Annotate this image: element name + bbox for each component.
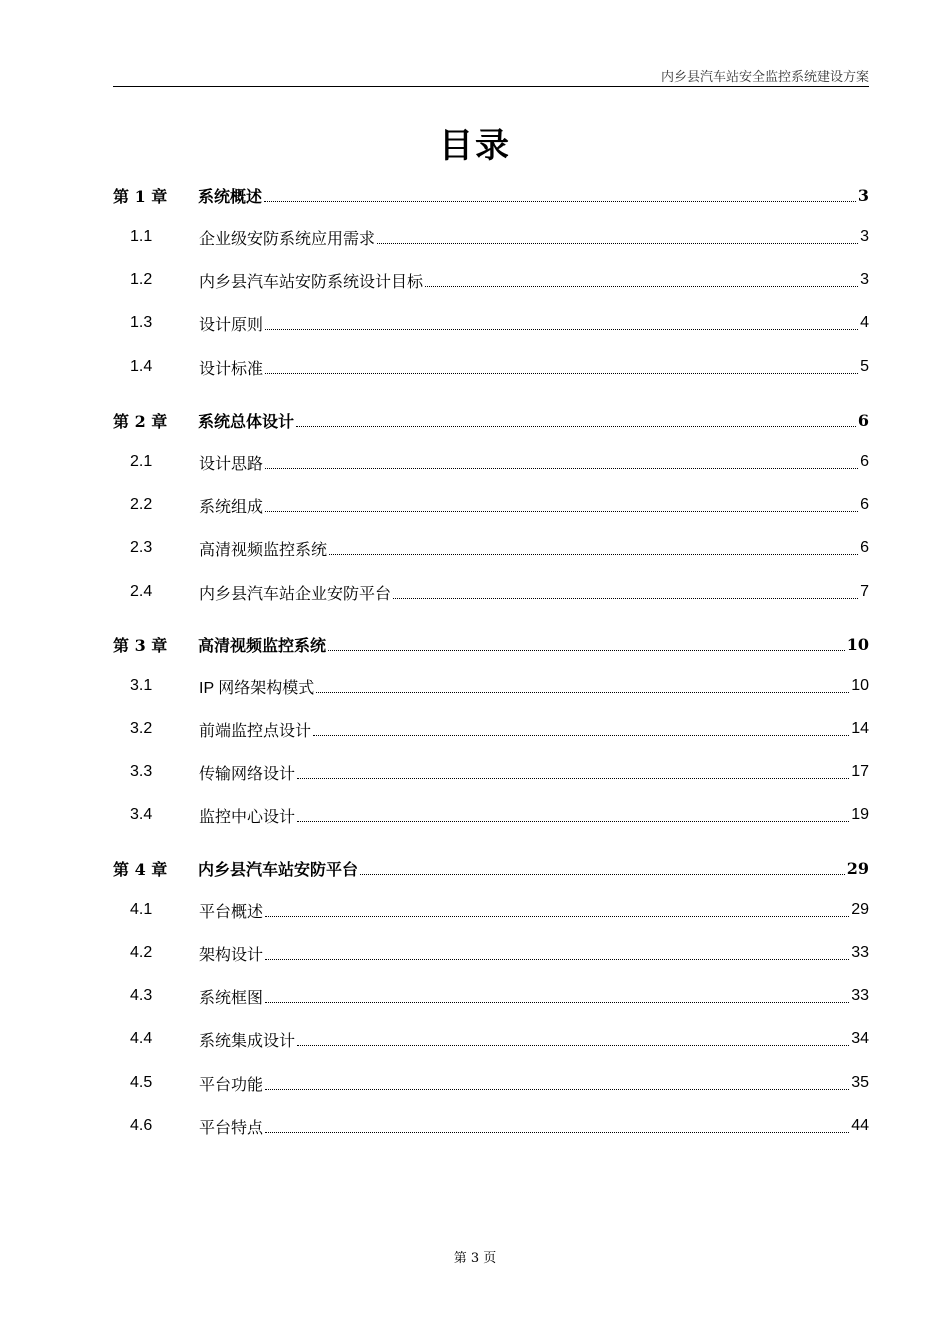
toc-section-entry[interactable]: [113, 263, 869, 297]
toc-entry-page: 10: [846, 634, 869, 654]
toc-entry-title: 内乡县汽车站安防系统设计目标: [199, 273, 424, 291]
toc-entry-page: 14: [851, 720, 869, 737]
toc-entry-title: 系统总体设计: [198, 411, 295, 431]
dot-leader: [377, 243, 858, 244]
toc-section-entry[interactable]: [113, 531, 869, 565]
page-title: 目录: [439, 126, 511, 166]
dot-leader: [296, 426, 856, 427]
toc-entry-page: 3: [860, 228, 869, 245]
dot-leader: [297, 778, 849, 779]
toc-section-entry[interactable]: [113, 979, 869, 1013]
toc-chapter-entry[interactable]: [113, 178, 869, 212]
toc-entry-page: 29: [846, 858, 869, 878]
toc-entry-page: 19: [851, 806, 869, 823]
toc-entry-title: 系统集成设计: [199, 1032, 296, 1050]
page-number: 第 3 页: [453, 1251, 497, 1266]
toc-entry-number: 第 4 章: [113, 859, 168, 879]
running-header: 内乡县汽车站安全监控系统建设方案: [660, 70, 869, 85]
toc-entry-page: 34: [851, 1030, 869, 1047]
toc-section-entry[interactable]: [113, 1109, 869, 1143]
toc-entry-page: 6: [860, 496, 869, 513]
toc-chapter-entry[interactable]: [113, 403, 869, 437]
toc-section-entry[interactable]: [113, 445, 869, 479]
dot-leader: [265, 1002, 849, 1003]
toc-section-entry[interactable]: [113, 669, 869, 703]
dot-leader: [264, 201, 856, 202]
toc-section-entry[interactable]: [113, 798, 869, 832]
toc-entry-number: 2.4: [130, 583, 153, 600]
toc-entry-page: 10: [851, 677, 869, 694]
toc-entry-number: 1.3: [130, 314, 153, 331]
toc-section-entry[interactable]: [113, 220, 869, 254]
toc-section-entry[interactable]: [113, 712, 869, 746]
toc-entry-number: 1.1: [130, 228, 153, 245]
toc-entry-title: 设计原则: [199, 316, 264, 334]
toc-entry-page: 3: [857, 185, 869, 205]
toc-entry-title: 设计标准: [199, 360, 264, 378]
toc-entry-number: 3.1: [130, 677, 153, 694]
toc-entry-number: 3.2: [130, 720, 153, 737]
dot-leader: [329, 554, 858, 555]
dot-leader: [265, 373, 858, 374]
dot-leader: [265, 916, 849, 917]
toc-entry-page: 29: [851, 901, 869, 918]
dot-leader: [313, 735, 849, 736]
dot-leader: [265, 468, 858, 469]
header-rule: [113, 86, 869, 87]
toc-entry-title: 传输网络设计: [199, 765, 296, 783]
toc-entry-page: 6: [860, 453, 869, 470]
toc-entry-title: 内乡县汽车站安防平台: [198, 859, 359, 879]
toc-entry-number: 1.2: [130, 271, 153, 288]
toc-entry-title: 系统组成: [199, 498, 264, 516]
toc-entry-page: 44: [851, 1117, 869, 1134]
dot-leader: [360, 874, 845, 875]
toc-entry-title: 平台功能: [199, 1076, 264, 1094]
dot-leader: [297, 1045, 849, 1046]
dot-leader: [265, 1089, 849, 1090]
toc-chapter-entry[interactable]: [113, 627, 869, 661]
toc-entry-page: 6: [857, 410, 869, 430]
toc-entry-page: 4: [860, 314, 869, 331]
toc-section-entry[interactable]: [113, 1066, 869, 1100]
toc-entry-number: 4.3: [130, 987, 153, 1004]
toc-section-entry[interactable]: [113, 755, 869, 789]
toc-entry-title: 平台特点: [199, 1119, 264, 1137]
toc-section-entry[interactable]: [113, 488, 869, 522]
toc-section-entry[interactable]: [113, 936, 869, 970]
toc-entry-number: 4.4: [130, 1030, 153, 1047]
toc-entry-title: IP 网络架构模式: [199, 679, 315, 697]
dot-leader: [328, 650, 845, 651]
toc-entry-number: 第 2 章: [113, 411, 168, 431]
toc-entry-number: 4.1: [130, 901, 153, 918]
toc-entry-number: 4.6: [130, 1117, 153, 1134]
toc-entry-page: 5: [860, 358, 869, 375]
toc-entry-number: 4.2: [130, 944, 153, 961]
toc-section-entry[interactable]: [113, 575, 869, 609]
toc-entry-title: 平台概述: [199, 903, 264, 921]
toc-entry-number: 第 3 章: [113, 635, 168, 655]
toc-entry-number: 4.5: [130, 1074, 153, 1091]
toc-entry-number: 1.4: [130, 358, 153, 375]
toc-entry-number: 第 1 章: [113, 186, 168, 206]
toc-entry-number: 2.3: [130, 539, 153, 556]
toc-entry-page: 35: [851, 1074, 869, 1091]
dot-leader: [265, 1132, 849, 1133]
toc-entry-page: 17: [851, 763, 869, 780]
dot-leader: [393, 598, 858, 599]
toc-entry-title: 系统框图: [199, 989, 264, 1007]
toc-entry-number: 3.3: [130, 763, 153, 780]
dot-leader: [265, 959, 849, 960]
toc-section-entry[interactable]: [113, 1022, 869, 1056]
toc-entry-page: 3: [860, 271, 869, 288]
toc-entry-title: 高清视频监控系统: [198, 635, 327, 655]
toc-entry-title: 监控中心设计: [199, 808, 296, 826]
toc-entry-title: 架构设计: [199, 946, 264, 964]
toc-entry-number: 2.1: [130, 453, 153, 470]
toc-section-entry[interactable]: [113, 893, 869, 927]
dot-leader: [316, 692, 849, 693]
toc-entry-title: 系统概述: [198, 186, 263, 206]
toc-entry-title: 设计思路: [199, 455, 264, 473]
toc-entry-title: 高清视频监控系统: [199, 541, 328, 559]
toc-entry-page: 6: [860, 539, 869, 556]
toc-entry-number: 2.2: [130, 496, 153, 513]
dot-leader: [425, 286, 858, 287]
toc-section-entry[interactable]: [113, 306, 869, 340]
dot-leader: [297, 821, 849, 822]
dot-leader: [265, 511, 858, 512]
toc-entry-page: 33: [851, 987, 869, 1004]
dot-leader: [265, 329, 858, 330]
toc-section-entry[interactable]: [113, 350, 869, 384]
toc-entry-title: 前端监控点设计: [199, 722, 312, 740]
toc-entry-page: 33: [851, 944, 869, 961]
toc-entry-title: 企业级安防系统应用需求: [199, 230, 376, 248]
toc-chapter-entry[interactable]: [113, 851, 869, 885]
toc-entry-page: 7: [860, 583, 869, 600]
toc-entry-number: 3.4: [130, 806, 153, 823]
toc-entry-title: 内乡县汽车站企业安防平台: [199, 585, 392, 603]
